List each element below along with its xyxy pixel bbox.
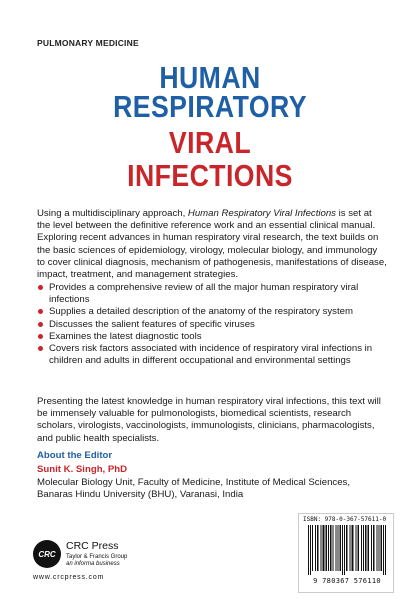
publisher-name: CRC Press: [66, 540, 119, 552]
list-item: [37, 306, 377, 318]
publisher-group: Taylor & Francis Group: [66, 554, 128, 560]
bullet-icon: [38, 285, 43, 290]
barcode-bar: [379, 525, 380, 571]
barcode-bar: [340, 525, 342, 571]
publisher-url[interactable]: www.crcpress.com: [33, 574, 105, 581]
barcode-bar: [385, 525, 386, 575]
barcode-bar: [373, 525, 375, 571]
list-item-text: Supplies a detailed description of the anatomy of the respiratory system: [49, 306, 353, 318]
barcode-bar: [330, 525, 332, 571]
barcode-number: 9 780367 576110: [313, 577, 381, 585]
bullet-icon: [38, 334, 43, 339]
barcode-bar: [361, 525, 362, 571]
bullet-icon: [38, 322, 43, 327]
list-item: [37, 319, 377, 331]
barcode-bar: [342, 525, 343, 575]
barcode-bar: [383, 525, 384, 575]
category-label: PULMONARY MEDICINE: [37, 38, 139, 48]
barcode-bar: [371, 525, 372, 571]
feature-list: [37, 282, 377, 367]
barcode-bar: [326, 525, 328, 571]
title-line-1: HUMAN: [159, 60, 261, 95]
barcode-bar: [315, 525, 316, 571]
list-item-text: Examines the latest diagnostic tools: [49, 330, 202, 342]
barcode-bar: [368, 525, 370, 571]
list-item: [37, 343, 377, 367]
barcode-bar: [323, 525, 325, 571]
list-item-text: Provides a comprehensive review of all the major human respiratory viral infections: [49, 282, 359, 306]
bullet-icon: [38, 309, 43, 314]
barcode-bar: [328, 525, 329, 571]
title-line-4: INFECTIONS: [127, 158, 293, 193]
barcode-bar: [338, 525, 339, 571]
barcode-bar: [308, 525, 309, 575]
crc-logo-icon: CRC: [33, 540, 61, 568]
barcode-icon: [307, 525, 387, 575]
title-line-2: RESPIRATORY: [113, 89, 307, 124]
intro-paragraph: [37, 208, 387, 281]
list-item: [37, 331, 377, 343]
barcode-bar: [317, 525, 319, 571]
editor-affiliation: Molecular Biology Unit, Faculty of Medicine, Institute of Medical Sciences, Banaras Hindu University (BHU), Varanasi, India: [37, 477, 351, 501]
barcode-bar: [350, 525, 351, 571]
barcode-bar: [336, 525, 337, 571]
bullet-icon: [38, 346, 43, 351]
barcode-bar: [346, 525, 348, 571]
title-line-3: VIRAL: [168, 125, 252, 160]
list-item: [37, 282, 377, 306]
intro-text-start: Using a multidisciplinary approach,: [37, 208, 188, 219]
list-item-text: Covers risk factors associated with incidence of respiratory viral infections in children and adults in different occupational and environmental settings: [49, 343, 373, 367]
barcode-bar: [363, 525, 364, 571]
barcode-bar: [381, 525, 383, 571]
isbn-label: ISBN: 978-0-367-57611-0: [303, 516, 387, 523]
intro-text-end: is set at the level between the definitive reference work and an essential clinical manual. Exploring recent advances in human respiratory viral research, the text builds on the basic sciences of epidemiology, virology, molecular biology, and immunology to cover clinical diagnosis, mechanism of pathogenesis, manifestations of disease, impact, treatment, and management strategies.: [37, 208, 387, 281]
barcode-bar: [321, 525, 322, 571]
barcode-bar: [333, 525, 334, 571]
editor-name: Sunit K. Singh, PhD: [37, 464, 128, 475]
barcode-bar: [312, 525, 313, 571]
about-editor-heading: About the Editor: [37, 450, 113, 461]
publisher-business: an informa business: [66, 561, 120, 567]
barcode-bar: [352, 525, 354, 571]
barcode-box: [298, 513, 394, 593]
barcode-bar: [310, 525, 311, 575]
barcode-bar: [344, 525, 345, 575]
intro-book-title: Human Respiratory Viral Infections: [187, 208, 336, 219]
closing-paragraph: Presenting the latest knowledge in human respiratory viral infections, this text will be immensely valuable for pulmonologists, biomedical scientists, research scholars, virologists, vaccinologists, immunologists, clinicians, pharmacologists, and public health specialists.: [37, 396, 381, 444]
barcode-bar: [356, 525, 357, 571]
list-item-text: Discusses the salient features of specific viruses: [49, 318, 255, 330]
barcode-bar: [365, 525, 367, 571]
barcode-bar: [377, 525, 378, 571]
barcode-bar: [358, 525, 360, 571]
